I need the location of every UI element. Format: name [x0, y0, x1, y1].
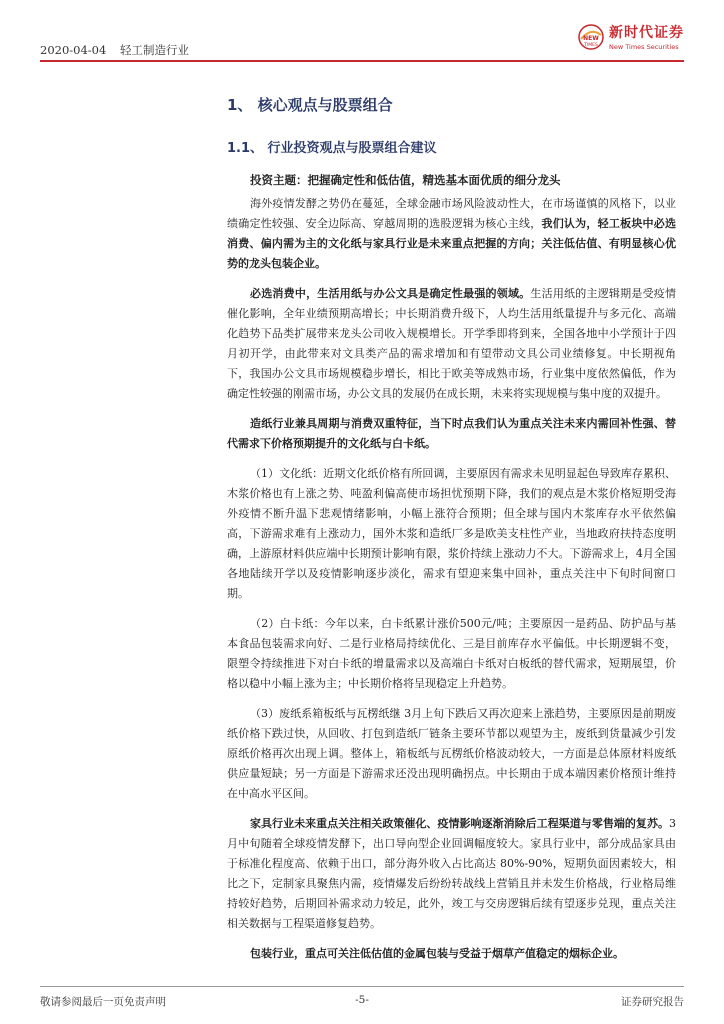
header-meta: [40, 42, 199, 58]
logo-name-en: New Times Securities: [609, 43, 679, 51]
paragraph-overview: 海外疫情发酵之势仍在蔓延，全球金融市场风险波动性大，在市场谨慎的风格下，以业绩确定性较强、安全边际高、穿越周期的选股逻辑为核心主线，我们认为，轻工板块中必选消费、偏内需为主的文化纸与家具行业是未来重点把握的方向；关注低估值、有明显核心优势的龙头包装企业。: [227, 197, 677, 270]
logo-name-cn: 新时代证券: [609, 25, 684, 41]
subsection-heading: 1.1、 行业投资观点与股票组合建议: [227, 141, 437, 156]
logo-emblem-icon: [577, 23, 605, 51]
page-header: [40, 20, 684, 60]
report-date: 2020-04-04: [40, 43, 107, 57]
investment-theme: 投资主题：把握确定性和低估值，精选基本面优质的细分龙头: [250, 173, 561, 187]
footer-divider: [40, 986, 684, 987]
paragraph-waste-paper: （3）废纸系箱板纸与瓦楞纸继 3月上旬下跌后又再次迎来上涨趋势，主要原因是前期废纸价格下跌过快，从回收、打包到造纸厂链条主要环节都以观望为主，废纸到货量减少引发原纸价格再次出现上调。整体上，箱板纸与瓦楞纸价格波动较大，一方面是总体原材料废纸供应量短缺；另一方面是下游需求还没出现明确拐点。中长期由于成本端因素价格预计维持在中高水平区间。: [227, 707, 676, 800]
section-heading: 1、 核心观点与股票组合: [227, 96, 393, 114]
company-logo: [577, 22, 684, 51]
report-type: 证券研究报告: [621, 996, 684, 1008]
paragraph-culture-paper: （1）文化纸：近期文化纸价格有所回调，主要原因有需求未见明显起色导致库存累积、木浆价格也有上涨之势、吨盈利偏高使市场担忧预期下降，我们的观点是木浆价格短期受海外疫情不断升温下悲观情绪影响，小幅上涨符合预期；但全球与国内木浆库存水平依然偏高，下游需求难有上涨动力，国外木浆和造纸厂多是欧美支柱性产业，当地政府扶持态度明确，上游原材料供应端中长期预计影响有限，浆价持续上涨动力不大。下游需求上，4月全国各地陆续开学以及疫情影响逐步淡化，需求有望迎来集中回补，重点关注中下旬时间窗口期。: [227, 467, 676, 600]
paragraph-white-card: （2）白卡纸：今年以来，白卡纸累计涨价500元/吨；主要原因一是药品、防护品与基本食品包装需求向好、二是行业格局持续优化、三是目前库存水平偏低。中长期逻辑不变，限塑令持续推进下对白卡纸的增量需求以及高端白卡纸对白板纸的替代需求，短期展望，价格以稳中小幅上涨为主；中长期价格将呈现稳定上升趋势。: [227, 617, 676, 690]
svg-text:TIMES: TIMES: [584, 42, 598, 48]
industry-label: 轻工制造行业: [119, 43, 189, 57]
disclaimer-note: 敬请参阅最后一页免责声明: [40, 996, 166, 1008]
paragraph-staples: 必选消费中，生活用纸与办公文具是确定性最强的领域。生活用纸的主逻辑期是受疫情催化影响，全年业绩预期高增长；中长期消费升级下，人均生活用纸量提升与多元化、高端化趋势下品类扩展带来龙头公司收入规模增长。开学季即将到来，全国各地中小学预计于四月初开学，由此带来对文具类产品的需求增加和有望带动文具公司业绩修复。中长期视角下，我国办公文具市场规模稳步增长，相比于欧美等成熟市场，行业集中度依然偏低，作为确定性较强的刚需市场，办公文具的发展仍在成长期，未来将实现规模与集中度的双提升。: [227, 287, 677, 400]
page-number: -5-: [355, 994, 369, 1006]
page-body: [227, 90, 676, 964]
paragraph-paper: 造纸行业兼具周期与消费双重特征，当下时点我们认为重点关注未来内需回补性强、替代需求下价格预期提升的文化纸与白卡纸。: [227, 417, 676, 450]
paragraph-packaging: 包装行业，重点可关注低估值的金属包装与受益于烟草产值稳定的烟标企业。: [250, 947, 624, 960]
header-divider: [40, 60, 684, 62]
paragraph-furniture: 家具行业未来重点关注相关政策催化、疫情影响逐渐消除后工程渠道与零售端的复苏。3月中旬随着全球疫情发酵下，出口导向型企业回调幅度较大。家具行业中，部分成品家具由于标准化程度高、依赖于出口，部分海外收入占比高达 80%-90%，短期负面因素较大，相比之下，定制家具聚焦内需，疫情爆发后纷纷转战线上营销且并未发生价格战，行业格局维持较好趋势，后期回补需求动力较足，此外，竣工与交房逻辑后续有望逐步兑现，重点关注相关数据与工程渠道修复趋势。: [227, 817, 676, 930]
svg-text:NEW: NEW: [583, 34, 599, 42]
